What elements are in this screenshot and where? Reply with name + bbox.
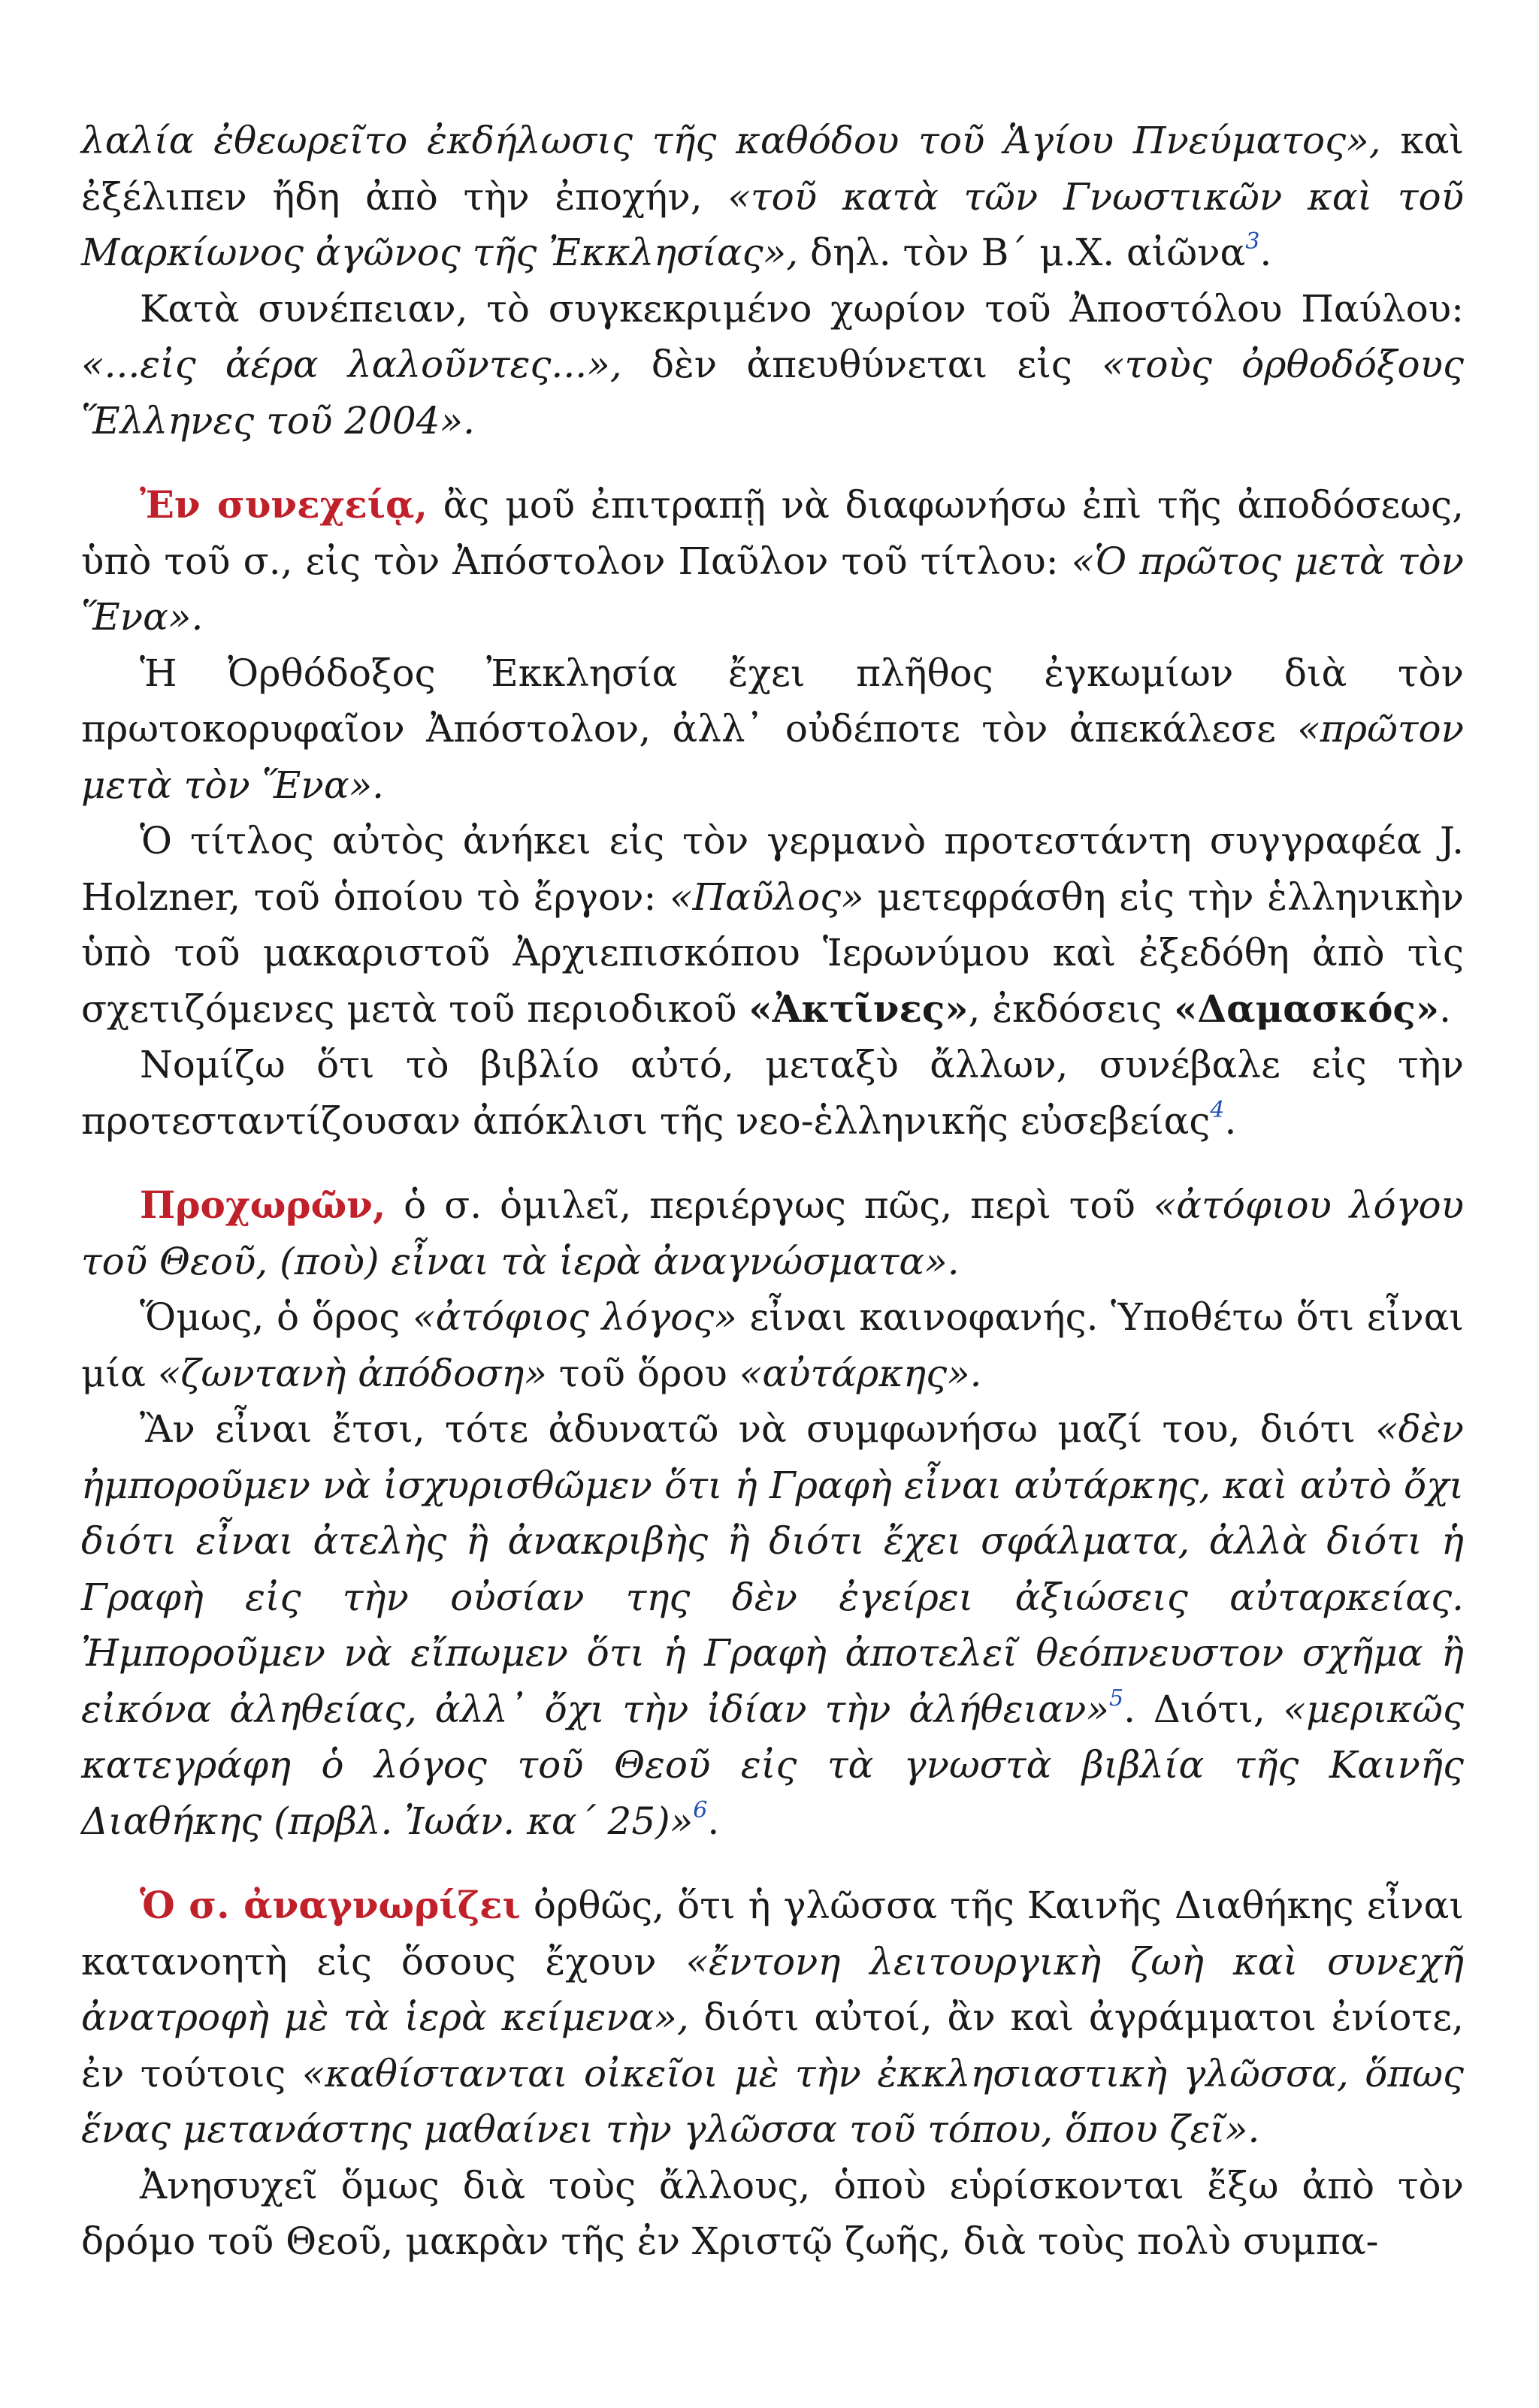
body-text: Ἡ Ὀρθόδοξος Ἐκκλησία ἔχει πλῆθος ἐγκωμίων διὰ τὸν πρωτοκορυφαῖον Ἀπόστολον, ἀλλ᾽ οὐδέποτε τὸν ἀπεκάλεσε bbox=[81, 651, 1464, 751]
body-text: Ἀνησυχεῖ ὅμως διὰ τοὺς ἄλλους, ὁποὺ εὑρίσκονται ἔξω ἀπὸ τὸν δρόμο τοῦ Θεοῦ, μακρὰν τῆς ἐν Χριστῷ ζωῆς, διὰ τοὺς πολὺ συμπα- bbox=[81, 2163, 1464, 2263]
paragraph-6 bbox=[81, 1037, 1464, 1149]
body-text: , ἐκδόσεις bbox=[968, 986, 1175, 1031]
body-text: Ἂν εἶναι ἔτσι, τότε ἀδυνατῶ νὰ συμφωνήσω μαζί του, διότι bbox=[140, 1407, 1376, 1451]
quote-text: «δὲν ἠμποροῦμεν νὰ ἰσχυρισθῶμεν ὅτι ἡ Γραφὴ εἶναι αὐτάρκης, καὶ αὐτὸ ὄχι διότι εἶναι ἀτελὴς ἢ ἀνακριβὴς ἢ διότι ἔχει σφάλματα, ἀλλὰ διότι ἡ Γραφὴ εἰς τὴν οὐσίαν της δὲν ἐγείρει ἀξιώσεις αὐταρκείας. Ἠμποροῦμεν νὰ εἴπωμεν ὅτι ἡ Γραφὴ ἀποτελεῖ θεόπνευστον σχῆμα ἢ εἰκόνα ἀληθείας, ἀλλ᾽ ὄχι τὴν ἰδίαν τὴν ἀλήθειαν» bbox=[81, 1407, 1464, 1731]
body-text: μετεφράσθη εἰς τὴν ἑλληνικὴν ὑπὸ τοῦ μακαριστοῦ Ἀρχιεπισκόπου Ἱερωνύμου καὶ ἐξεδόθη ἀπὸ τὶς σχετιζόμενες μετὰ τοῦ περιοδικοῦ bbox=[81, 875, 1464, 1031]
section-lead: Ὁ σ. ἀναγνωρίζει bbox=[140, 1883, 521, 1927]
body-text: . bbox=[707, 1799, 720, 1843]
body-text: . bbox=[1439, 986, 1452, 1031]
page-text bbox=[81, 113, 1464, 2270]
body-text: τοῦ ὅρου bbox=[546, 1351, 739, 1395]
body-text: καὶ ἐξέλιπεν ἤδη ἀπὸ τὴν ἐποχήν, bbox=[81, 119, 1464, 219]
paragraph-7 bbox=[81, 1177, 1464, 1289]
quote-text: «ἔντονη λειτουργικὴ ζωὴ καὶ συνεχῆ ἀνατροφὴ μὲ τὰ ἱερὰ κείμενα», bbox=[81, 1939, 1464, 2039]
quote-text: «ἀτόφιος λόγος» bbox=[412, 1295, 737, 1339]
quote-text: «...εἰς ἀέρα λαλοῦντες...», bbox=[81, 343, 622, 386]
paragraph-10 bbox=[81, 1878, 1464, 2158]
section-lead: Προχωρῶν, bbox=[140, 1183, 386, 1227]
bold-title: «Ἀκτῖνες» bbox=[748, 986, 969, 1031]
quote-text: «αὐτάρκης». bbox=[739, 1351, 982, 1395]
body-text: δηλ. τὸν Β´ μ.Χ. αἰῶνα bbox=[798, 231, 1246, 274]
body-text: . bbox=[1259, 231, 1272, 274]
paragraph-5 bbox=[81, 813, 1464, 1037]
body-text: δὲν ἀπευθύνεται εἰς bbox=[621, 343, 1102, 386]
paragraph-3 bbox=[81, 477, 1464, 645]
body-text: Ὁ τίτλος αὐτὸς ἀνήκει εἰς τὸν γερμανὸ προτεστάντη συγγραφέα J. Holzner, τοῦ ὁποίου τὸ ἔργον: bbox=[81, 819, 1464, 919]
body-text: Ὅμως, ὁ ὅρος bbox=[140, 1295, 413, 1339]
quote-text: «μερικῶς κατεγράφη ὁ λόγος τοῦ Θεοῦ εἰς τὰ γνωστὰ βιβλία τῆς Καινῆς Διαθήκης (πρβλ. Ἰωάν. κα´ 25)» bbox=[81, 1687, 1464, 1843]
body-text: ὀρθῶς, ὅτι ἡ γλῶσσα τῆς Καινῆς Διαθήκης εἶναι κατανοητὴ εἰς ὅσους ἔχουν bbox=[81, 1884, 1465, 1984]
paragraph-2 bbox=[81, 281, 1464, 449]
footnote-ref-6[interactable]: 6 bbox=[693, 1796, 708, 1823]
footnote-ref-4[interactable]: 4 bbox=[1210, 1096, 1225, 1123]
quote-text: «ἀτόφιου λόγου τοῦ Θεοῦ, (ποὺ) εἶναι τὰ ἱερὰ ἀναγνώσματα». bbox=[81, 1183, 1464, 1283]
paragraph-8 bbox=[81, 1289, 1464, 1401]
body-text: ἂς μοῦ ἐπιτραπῇ νὰ διαφωνήσω ἐπὶ τῆς ἀποδόσεως, ὑπὸ τοῦ σ., εἰς τὸν Ἀπόστολον Παῦλον τοῦ τίτλου: bbox=[81, 483, 1464, 583]
body-text: . Διότι, bbox=[1123, 1687, 1284, 1731]
quote-text: «τοῦ κατὰ τῶν Γνωστικῶν καὶ τοῦ Μαρκίωνος ἀγῶνος τῆς Ἐκκλησίας», bbox=[81, 174, 1464, 274]
paragraph-9 bbox=[81, 1401, 1464, 1849]
footnote-ref-3[interactable]: 3 bbox=[1245, 228, 1260, 255]
body-text: . bbox=[1224, 1098, 1237, 1143]
quote-text: «ζωντανὴ ἀπόδοση» bbox=[157, 1351, 547, 1395]
body-text: Νομίζω ὅτι τὸ βιβλίο αὐτό, μεταξὺ ἄλλων, συνέβαλε εἰς τὴν προτεσταντίζουσαν ἀπόκλισι τῆς νεο-ἑλληνικῆς εὐσεβείας bbox=[81, 1043, 1464, 1143]
paragraph-4 bbox=[81, 645, 1464, 814]
quote-text: «καθίστανται οἰκεῖοι μὲ τὴν ἐκκλησιαστικὴ γλῶσσα, ὅπως ἕνας μετανάστης μαθαίνει τὴν γλῶσσα τοῦ τόπου, ὅπου ζεῖ». bbox=[81, 2051, 1465, 2151]
section-lead: Ἐν συνεχείᾳ, bbox=[140, 482, 428, 527]
body-text: εἶναι καινοφανής. Ὑποθέτω ὅτι εἶναι μία bbox=[81, 1295, 1465, 1395]
quote-text: «Παῦλος» bbox=[669, 875, 864, 919]
quote-text: «τοὺς ὀρθοδόξους Ἕλληνες τοῦ 2004». bbox=[81, 343, 1465, 443]
body-text: ὁ σ. ὁμιλεῖ, περιέργως πῶς, περὶ τοῦ bbox=[386, 1183, 1153, 1227]
paragraph-1 bbox=[81, 113, 1464, 281]
quote-text: «πρῶτον μετὰ τὸν Ἕνα». bbox=[81, 707, 1464, 807]
quote-text: λαλία ἐθεωρεῖτο ἐκδήλωσις τῆς καθόδου τοῦ Ἁγίου Πνεύματος», bbox=[81, 119, 1381, 162]
body-text: Κατὰ συνέπειαν, τὸ συγκεκριμένο χωρίον τοῦ Ἀποστόλου Παύλου: bbox=[140, 286, 1464, 331]
bold-title: «Δαμασκός» bbox=[1174, 986, 1440, 1031]
paragraph-11 bbox=[81, 2158, 1464, 2270]
quote-text: «Ὁ πρῶτος μετὰ τὸν Ἕνα». bbox=[81, 539, 1465, 639]
footnote-ref-5[interactable]: 5 bbox=[1108, 1684, 1124, 1712]
body-text: διότι αὐτοί, ἂν καὶ ἀγράμματοι ἐνίοτε, ἐν τούτοις bbox=[81, 1996, 1464, 2095]
